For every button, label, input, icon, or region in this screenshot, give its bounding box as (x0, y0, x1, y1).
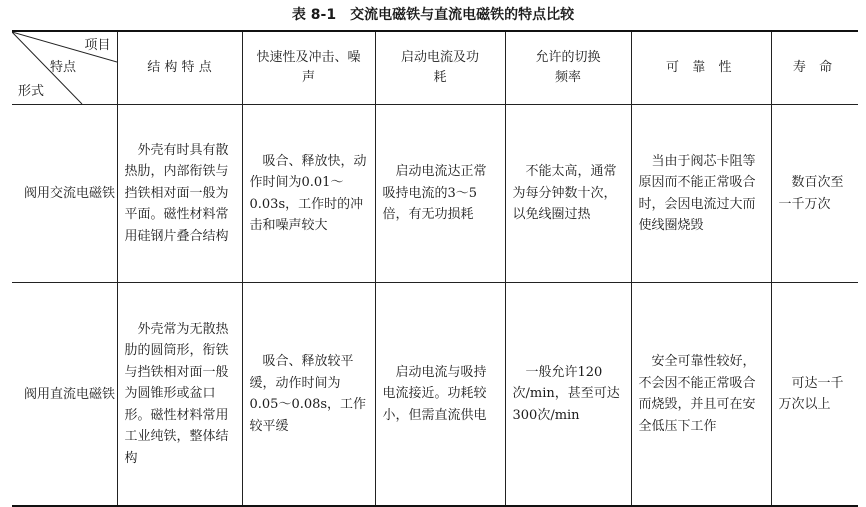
table-row (12, 105, 858, 283)
row-name-dc: 阀用直流电磁铁 (12, 283, 117, 507)
cell-dc-frequency: 一般允许120次/min，甚至可达300次/min (505, 283, 631, 507)
corner-cell (12, 31, 117, 105)
cell-ac-reliability: 当由于阀芯卡阻等原因而不能正常吸合时，会因电流过大而使线圈烧毁 (631, 105, 771, 283)
cell-dc-structure: 外壳常为无散热肋的圆筒形，衔铁与挡铁相对面一般为圆锥形或盆口形。磁性材料常用工业纯铁，整体结构 (117, 283, 242, 507)
comparison-table (12, 30, 858, 507)
cell-dc-speed: 吸合、释放较平缓，动作时间为0.05～0.08s，工作较平缓 (242, 283, 375, 507)
corner-label-item: 项目 (84, 38, 111, 53)
table-caption: 表 8-1 交流电磁铁与直流电磁铁的特点比较 (291, 7, 575, 23)
cell-ac-structure: 外壳有时具有散热肋，内部衔铁与挡铁相对面一般为平面。磁性材料常用硅钢片叠合结构 (117, 105, 242, 283)
cell-dc-lifespan: 可达一千万次以上 (771, 283, 858, 507)
header-lifespan: 寿 命 (771, 31, 858, 105)
header-structure: 结 构 特 点 (117, 31, 242, 105)
cell-ac-current: 启动电流达正常吸持电流的3～5倍，有无功损耗 (375, 105, 505, 283)
header-row (12, 31, 858, 105)
corner-label-form: 形式 (18, 84, 45, 99)
cell-dc-reliability: 安全可靠性较好，不会因不能正常吸合而烧毁，并且可在安全低压下工作 (631, 283, 771, 507)
cell-ac-frequency: 不能太高，通常为每分钟数十次，以免线圈过热 (505, 105, 631, 283)
corner-label-feature: 特点 (50, 60, 77, 75)
cell-dc-current: 启动电流与吸持电流接近。功耗较小，但需直流供电 (375, 283, 505, 507)
header-speed: 快速性及冲击、噪声 (242, 31, 375, 105)
table-row (12, 283, 858, 507)
cell-ac-lifespan: 数百次至一千万次 (771, 105, 858, 283)
header-reliability: 可 靠 性 (631, 31, 771, 105)
cell-ac-speed: 吸合、释放快，动作时间为0.01～0.03s，工作时的冲击和噪声较大 (242, 105, 375, 283)
header-frequency: 允许的切换频率 (505, 31, 631, 105)
header-current: 启动电流及功耗 (375, 31, 505, 105)
row-name-ac: 阀用交流电磁铁 (12, 105, 117, 283)
